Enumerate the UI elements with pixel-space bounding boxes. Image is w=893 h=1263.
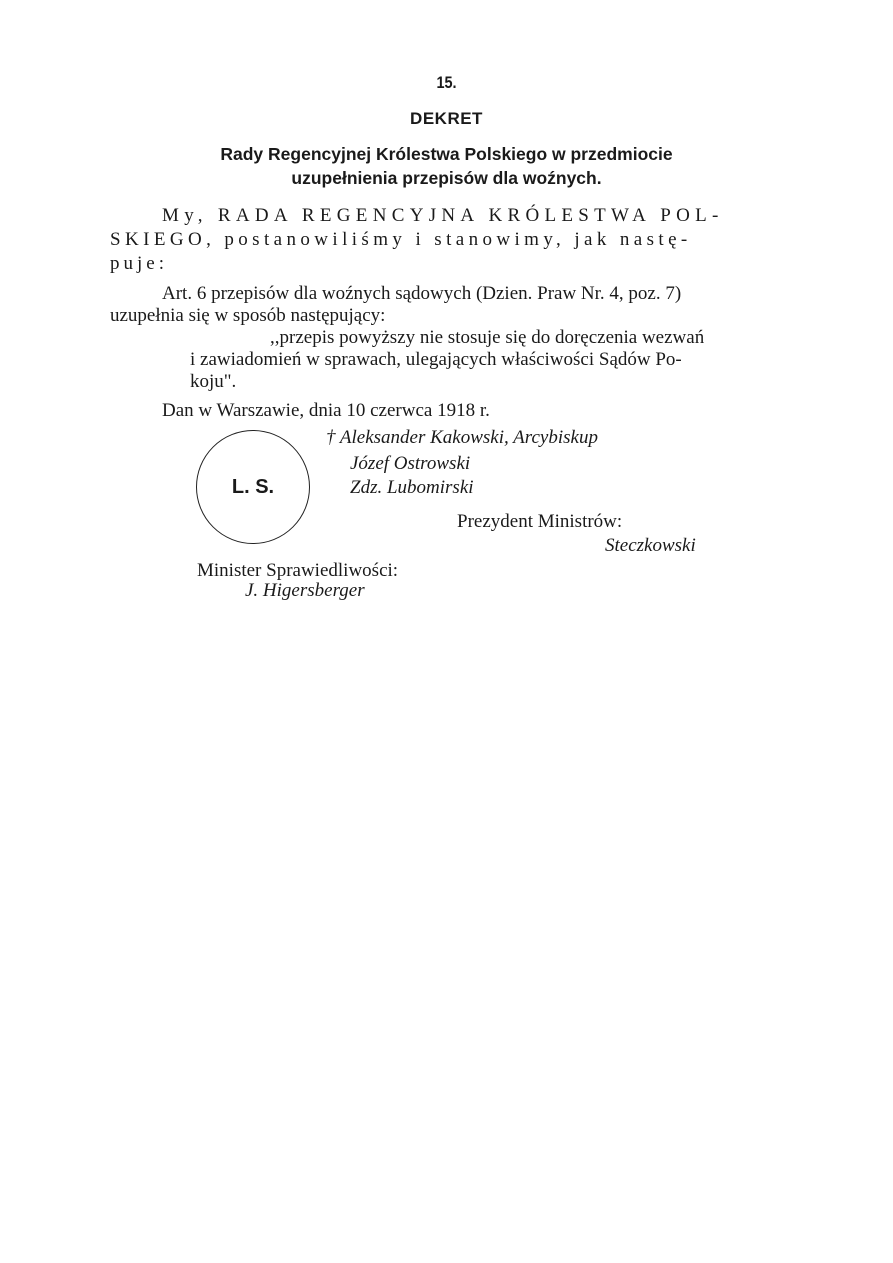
body-line-2: SKIEGO, postanowiliśmy i stanowimy, jak nastę- [110, 229, 692, 250]
article-line-2: uzupełnia się w sposób następujący: [110, 305, 386, 326]
seal-label: L. S. [231, 476, 275, 498]
signature-higersberger: J. Higersberger [245, 580, 365, 601]
signature-lubomirski: Zdz. Lubomirski [350, 477, 474, 498]
decree-heading: DEKRET [410, 109, 483, 128]
decree-title-line-2: uzupełnienia przepisów dla woźnych. [291, 168, 602, 188]
quote-line-2: i zawiadomień w sprawach, ulegających właściwości Sądów Po- [190, 349, 682, 370]
justice-minister-title: Minister Sprawiedliwości: [197, 560, 399, 581]
article-line-1: Art. 6 przepisów dla woźnych sądowych (Dzien. Praw Nr. 4, poz. 7) [162, 283, 682, 304]
body-line-1: My, RADA REGENCYJNA KRÓLESTWA POL- [162, 205, 724, 226]
signature-steczkowski: Steczkowski [605, 535, 696, 556]
decree-number: 15. [436, 73, 457, 92]
seal-circle [196, 430, 310, 544]
signature-ostrowski: Józef Ostrowski [350, 453, 471, 474]
quote-line-3: koju". [190, 371, 237, 392]
prime-minister-title: Prezydent Ministrów: [457, 511, 623, 532]
decree-title-line-1: Rady Regencyjnej Królestwa Polskiego w przedmiocie [220, 144, 673, 164]
body-line-3: puje: [110, 253, 168, 274]
date-place-line: Dan w Warszawie, dnia 10 czerwca 1918 r. [162, 400, 490, 421]
quote-line-1: ,,przepis powyższy nie stosuje się do doręczenia wezwań [270, 327, 705, 348]
signature-kakowski: † Aleksander Kakowski, Arcybiskup [326, 427, 598, 448]
